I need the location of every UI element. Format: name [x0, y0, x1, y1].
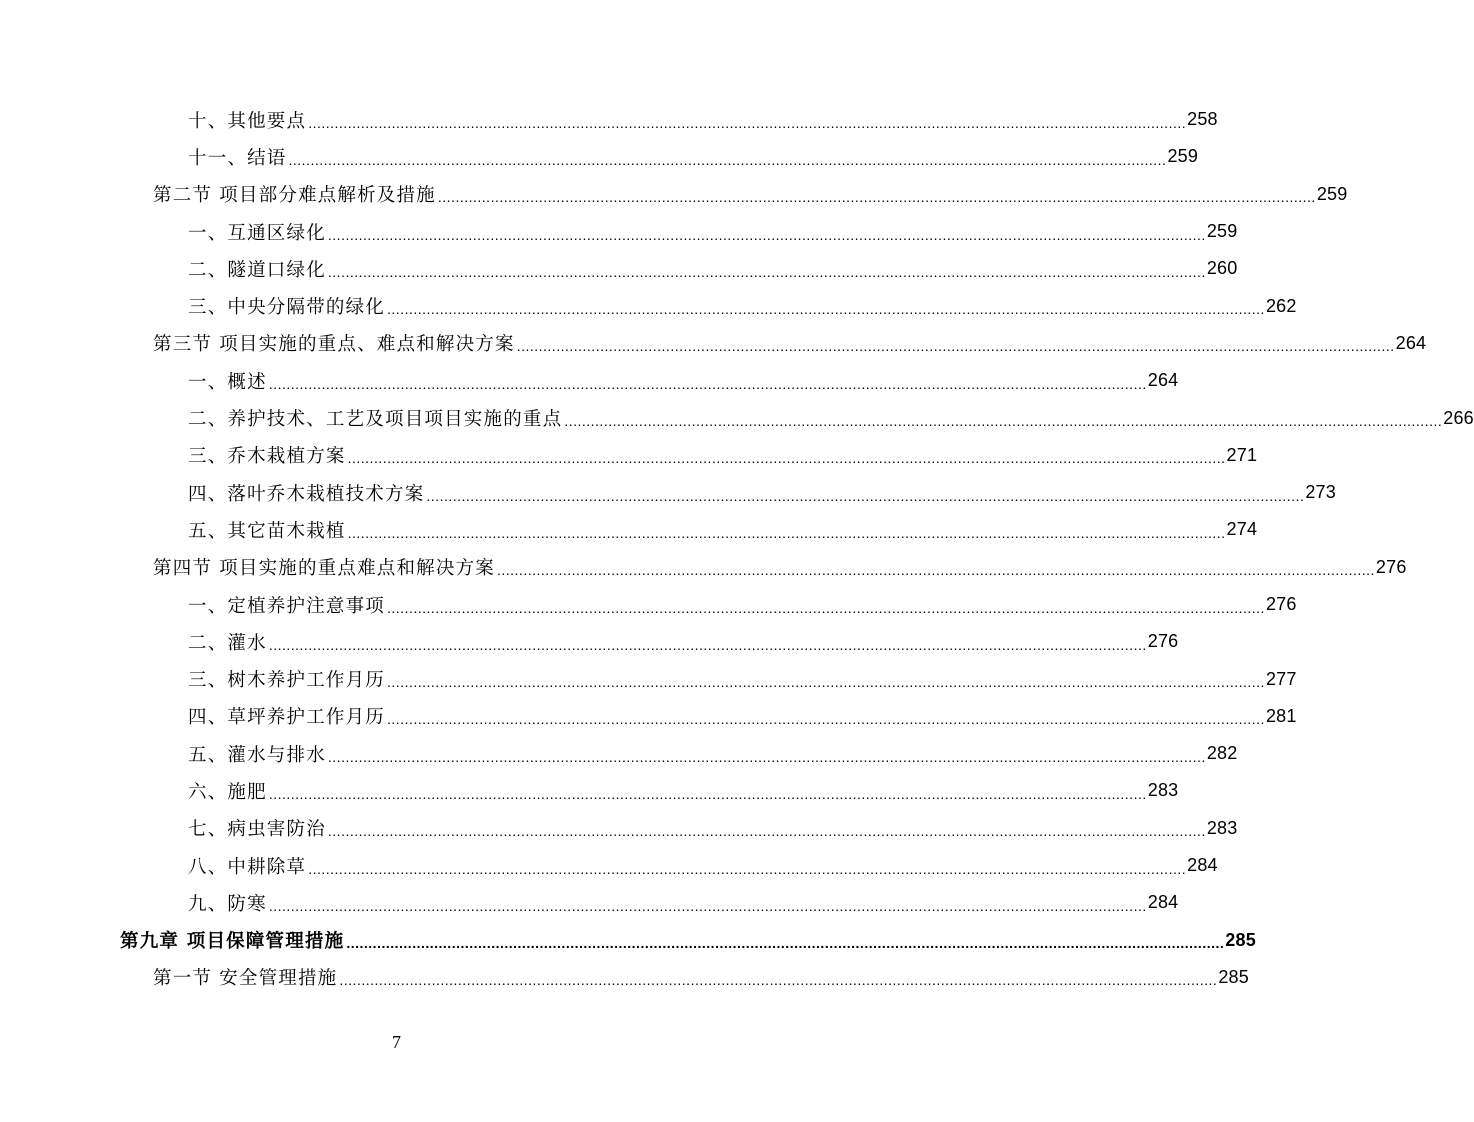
- toc-entry-page: 277: [1265, 668, 1297, 689]
- dot-leader: ........................................................................................................................................................................................................: [347, 450, 1226, 467]
- toc-entry[interactable]: [0, 698, 1297, 735]
- toc-entry-page: 284: [1147, 892, 1179, 913]
- toc-entry-page: 276: [1147, 631, 1179, 652]
- toc-entry-page: 274: [1226, 519, 1258, 540]
- dot-leader: ........................................................................................................................................................................................................: [308, 860, 1187, 877]
- dot-leader: ........................................................................................................................................................................................................: [268, 897, 1147, 914]
- dot-leader: ........................................................................................................................................................................................................: [288, 151, 1167, 168]
- toc-entry-title: 四、落叶乔木栽植技术方案: [188, 483, 425, 505]
- dot-leader: ........................................................................................................................................................................................................: [308, 114, 1187, 131]
- toc-entry-page: 285: [1225, 929, 1256, 950]
- toc-entry-title: 九、防寒: [188, 893, 267, 915]
- toc-chapter-entry[interactable]: [0, 922, 1256, 959]
- toc-entry-page: 259: [1316, 183, 1348, 204]
- toc-entry-title: 一、概述: [188, 371, 267, 393]
- dot-leader: ........................................................................................................................................................................................................: [387, 599, 1265, 616]
- toc-entry-page: 281: [1265, 705, 1297, 726]
- toc-entry-page: 258: [1187, 109, 1218, 130]
- toc-entry-title: 第三节 项目实施的重点、难点和解决方案: [153, 334, 515, 356]
- toc-entry-page: 283: [1206, 817, 1238, 838]
- toc-entry[interactable]: [0, 362, 1179, 399]
- toc-entry-title: 第九章 项目保障管理措施: [120, 931, 345, 953]
- toc-entry[interactable]: [0, 437, 1258, 474]
- dot-leader: ........................................................................................................................................................................................................: [426, 487, 1305, 504]
- toc-entry-title: 一、互通区绿化: [188, 222, 326, 244]
- page-number: 7: [392, 1032, 401, 1052]
- toc-entry[interactable]: [0, 772, 1179, 809]
- toc-entry-title: 二、养护技术、工艺及项目项目实施的重点: [188, 409, 563, 431]
- toc-entry-page: 260: [1206, 258, 1238, 279]
- toc-entry[interactable]: [0, 586, 1297, 623]
- toc-entry-page: 273: [1305, 482, 1336, 503]
- toc-entry-page: 282: [1206, 743, 1238, 764]
- toc-entry-page: 259: [1206, 221, 1238, 242]
- toc-entry-title: 二、灌水: [188, 632, 267, 654]
- toc-entry-title: 二、隧道口绿化: [188, 259, 326, 281]
- toc-entry-title: 五、其它苗木栽植: [188, 520, 346, 542]
- dot-leader: ........................................................................................................................................................................................................: [387, 301, 1265, 318]
- toc-entry[interactable]: [0, 213, 1238, 250]
- toc-entry-title: 十一、结语: [188, 147, 287, 169]
- toc-section-entry[interactable]: [0, 549, 1407, 586]
- toc-entry[interactable]: [0, 735, 1238, 772]
- toc-entry-page: 264: [1147, 370, 1179, 391]
- toc-entry[interactable]: [0, 884, 1179, 921]
- dot-leader: ........................................................................................................................................................................................................: [347, 524, 1226, 541]
- toc-entry[interactable]: [0, 810, 1238, 847]
- toc-entry-title: 第二节 项目部分难点解析及措施: [153, 185, 436, 207]
- toc-entry[interactable]: [0, 250, 1238, 287]
- toc-entry-page: 276: [1265, 594, 1297, 614]
- toc-entry-title: 一、定植养护注意事项: [188, 595, 386, 617]
- toc-entry-title: 五、灌水与排水: [188, 744, 326, 766]
- dot-leader: ........................................................................................................................................................................................................: [339, 972, 1218, 989]
- dot-leader: ........................................................................................................................................................................................................: [346, 935, 1225, 952]
- toc-entry-page: 283: [1147, 780, 1179, 801]
- toc-entry[interactable]: [0, 847, 1218, 884]
- toc-entry-title: 第四节 项目实施的重点难点和解决方案: [153, 558, 495, 580]
- toc-entry-page: 271: [1226, 444, 1258, 465]
- dot-leader: ........................................................................................................................................................................................................: [268, 785, 1147, 802]
- toc-entry-page: 264: [1395, 332, 1427, 353]
- toc-entry-title: 三、乔木栽植方案: [188, 446, 346, 468]
- toc-entry-title: 十、其他要点: [188, 110, 307, 132]
- dot-leader: ........................................................................................................................................................................................................: [268, 375, 1147, 392]
- dot-leader: ........................................................................................................................................................................................................: [327, 226, 1206, 243]
- toc-entry-title: 七、病虫害防治: [188, 819, 326, 841]
- toc-entry-title: 四、草坪养护工作月历: [188, 707, 386, 729]
- dot-leader: ........................................................................................................................................................................................................: [327, 823, 1206, 840]
- toc-entry-title: 第一节 安全管理措施: [153, 968, 338, 990]
- toc-entry-title: 三、中央分隔带的绿化: [188, 297, 386, 319]
- toc-entry[interactable]: [0, 138, 1199, 175]
- dot-leader: ........................................................................................................................................................................................................: [516, 338, 1395, 355]
- toc-section-entry[interactable]: [0, 959, 1249, 996]
- toc-entry-title: 六、施肥: [188, 781, 267, 803]
- toc-entry[interactable]: [0, 399, 1474, 436]
- toc-entry-page: 259: [1167, 146, 1199, 167]
- dot-leader: ........................................................................................................................................................................................................: [564, 413, 1443, 430]
- toc-section-entry[interactable]: [0, 325, 1427, 362]
- toc-entry[interactable]: [0, 474, 1336, 511]
- toc-entry[interactable]: [0, 511, 1258, 548]
- dot-leader: ........................................................................................................................................................................................................: [387, 711, 1265, 728]
- dot-leader: ........................................................................................................................................................................................................: [387, 674, 1265, 691]
- toc-entry[interactable]: [0, 660, 1297, 697]
- toc-entry[interactable]: [0, 623, 1179, 660]
- toc-entry-title: 三、树木养护工作月历: [188, 670, 386, 692]
- toc-entry-title: 八、中耕除草: [188, 856, 307, 878]
- dot-leader: ........................................................................................................................................................................................................: [327, 263, 1206, 280]
- toc-entry[interactable]: [0, 101, 1218, 138]
- dot-leader: ........................................................................................................................................................................................................: [327, 748, 1206, 765]
- toc-entry[interactable]: [0, 287, 1297, 324]
- dot-leader: ........................................................................................................................................................................................................: [496, 562, 1375, 579]
- dot-leader: ........................................................................................................................................................................................................: [437, 189, 1316, 206]
- toc-entry-page: 262: [1265, 295, 1297, 316]
- toc-entry-page: 266: [1443, 407, 1474, 428]
- table-of-contents: [0, 101, 1474, 996]
- dot-leader: ........................................................................................................................................................................................................: [268, 636, 1147, 653]
- toc-entry-page: 276: [1375, 556, 1407, 577]
- toc-section-entry[interactable]: [0, 176, 1348, 213]
- toc-entry-page: 285: [1218, 966, 1249, 987]
- toc-entry-page: 284: [1187, 855, 1218, 876]
